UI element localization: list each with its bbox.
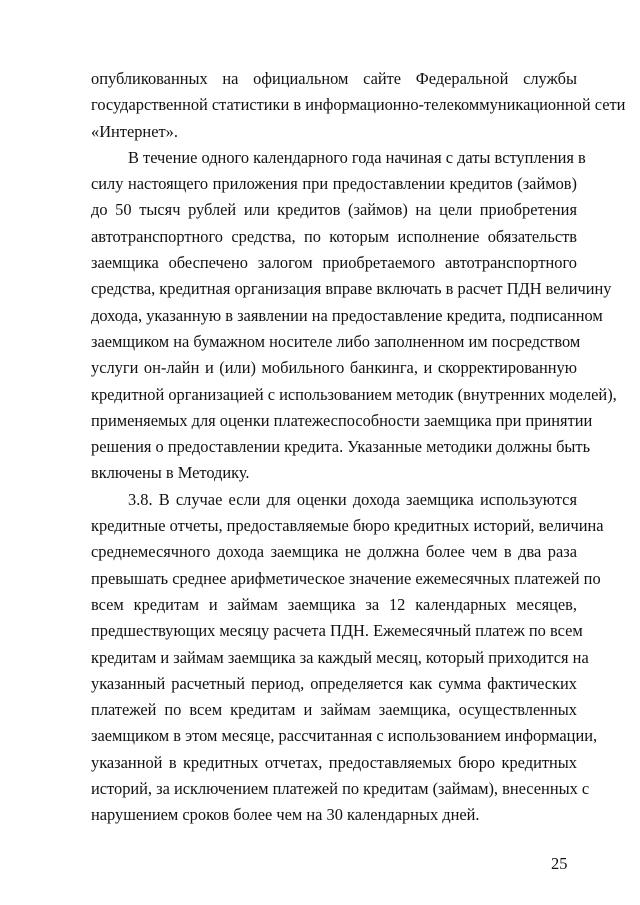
text-line: услуги он-лайн и (или) мобильного банкинга, и скорректированную (91, 358, 577, 378)
paragraph-statistics-source (91, 66, 626, 145)
text-line: включены в Методику. (91, 463, 250, 483)
text-line: средства, кредитная организация вправе включать в расчет ПДН величину (91, 279, 612, 299)
text-line: указанной в кредитных отчетах, предоставляемых бюро кредитных (91, 752, 577, 772)
text-line: 3.8. В случае если для оценки дохода заемщика используются (128, 489, 577, 509)
text-line: среднемесячного дохода заемщика не должна более чем в два раза (91, 542, 577, 562)
text-line: автотранспортного средства, по которым исполнение обязательств (91, 226, 577, 246)
text-line: кредитам и займам заемщика за каждый месяц, который приходится на (91, 647, 589, 667)
text-line: платежей по всем кредитам и займам заемщика, осуществленных (91, 700, 577, 720)
text-line: заемщиком на бумажном носителе либо заполненном им посредством (91, 331, 581, 351)
text-line: предшествующих месяцу расчета ПДН. Ежемесячный платеж по всем (91, 621, 583, 641)
text-line: кредитные отчеты, предоставляемые бюро кредитных историй, величина (91, 516, 604, 536)
text-line: дохода, указанную в заявлении на предоставление кредита, подписанном (91, 305, 603, 325)
text-line: государственной статистики в информационно-телекоммуникационной сети (91, 95, 626, 115)
text-line: В течение одного календарного года начиная с даты вступления в (128, 147, 586, 167)
text-line: применяемых для оценки платежеспособности заемщика при принятии (91, 410, 593, 430)
text-line: опубликованных на официальном сайте Федеральной службы (91, 69, 577, 88)
text-line: превышать среднее арифметическое значение ежемесячных платежей по (91, 568, 601, 588)
text-line: заемщиком в этом месяце, рассчитанная с использованием информации, (91, 726, 598, 746)
text-line: силу настоящего приложения при предоставлении кредитов (займов) (91, 174, 577, 194)
text-line: «Интернет». (91, 121, 178, 141)
text-line: кредитной организацией с использованием методик (внутренних моделей), (91, 384, 617, 404)
text-line: заемщика обеспечено залогом приобретаемого автотранспортного (91, 253, 577, 273)
page-number: 25 (551, 854, 568, 873)
paragraph-section-3-8 (91, 487, 604, 829)
text-line: всем кредитам и займам заемщика за 12 календарных месяцев, (91, 594, 577, 614)
text-line: решения о предоставлении кредита. Указанные методики должны быть (91, 437, 591, 457)
text-line: историй, за исключением платежей по кредитам (займам), внесенных с (91, 779, 590, 799)
document-page (91, 66, 626, 829)
text-line: до 50 тысяч рублей или кредитов (займов) на цели приобретения (91, 200, 577, 220)
text-line: указанный расчетный период, определяется как сумма фактических (91, 673, 577, 693)
paragraph-transitional-provision (91, 145, 617, 487)
text-line: нарушением сроков более чем на 30 календарных дней. (91, 805, 480, 825)
